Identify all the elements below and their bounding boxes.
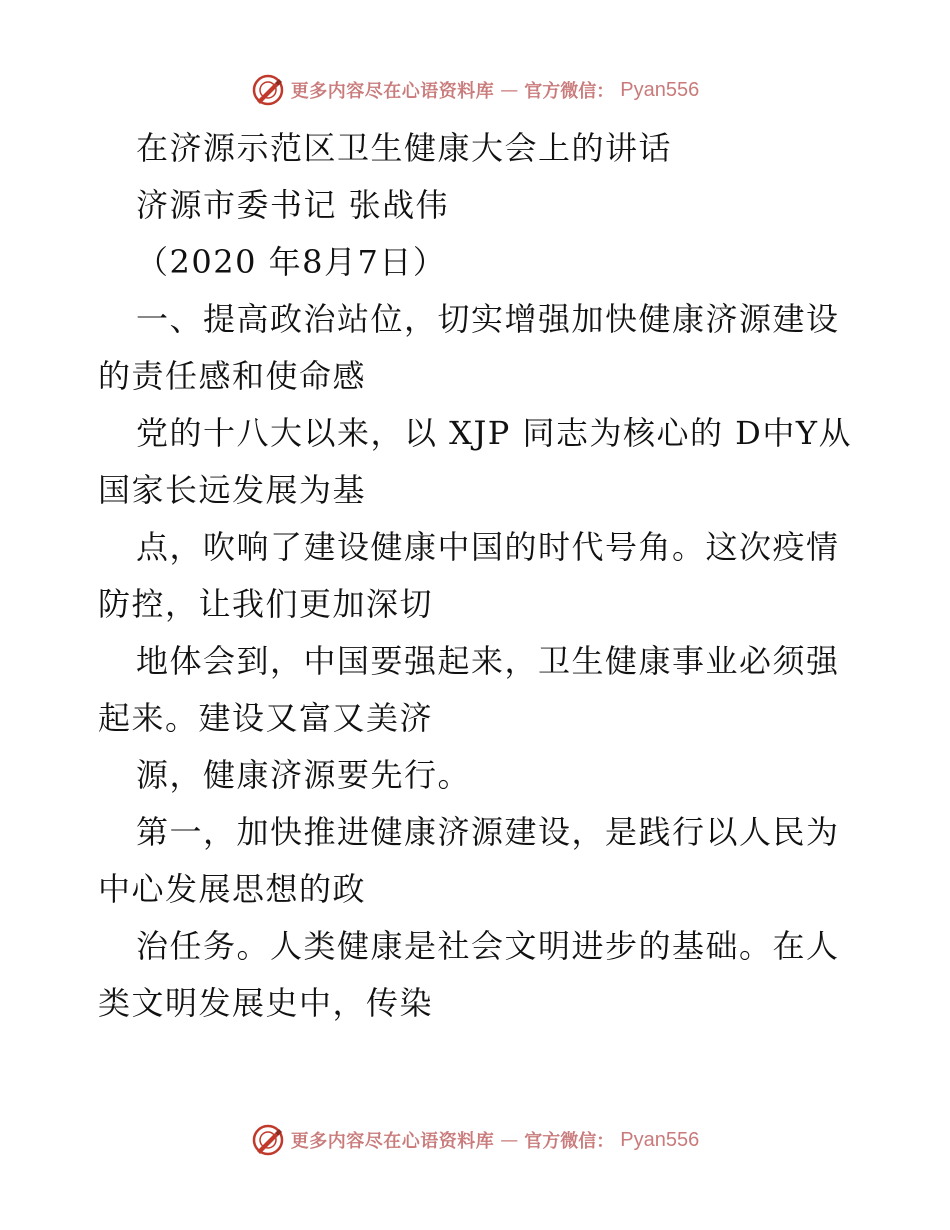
pen-logo-icon	[251, 73, 285, 107]
body-paragraph: 源，健康济源要先行。	[136, 756, 472, 794]
speaker-line: 济源市委书记 张战伟	[136, 186, 450, 224]
pen-logo-icon	[251, 1123, 285, 1157]
section-heading: 一、提高政治站位，切实增强加快健康济源建设的责任感和使命感	[98, 300, 840, 395]
body-paragraph: 治任务。人类健康是社会文明进步的基础。在人类文明发展史中，传染	[98, 927, 840, 1022]
body-paragraph: 地体会到，中国要强起来，卫生健康事业必须强起来。建设又富又美济	[98, 642, 840, 737]
footer-watermark	[0, 1120, 950, 1160]
speech-date: （2020 年8月7日）	[136, 243, 447, 281]
watermark-wechat-label: 官方微信：	[524, 81, 615, 102]
body-paragraph: 党的十八大以来，以 XJP 同志为核心的 D中Y从国家长远发展为基	[98, 414, 852, 509]
watermark-separator: —	[500, 1129, 519, 1151]
document-body	[98, 120, 853, 1032]
watermark-wechat-id: Pyan556	[620, 1128, 700, 1151]
watermark-site-text: 更多内容尽在心语资料库	[290, 81, 495, 102]
watermark-separator: —	[500, 79, 519, 101]
header-watermark	[0, 70, 950, 110]
watermark-wechat-label: 官方微信：	[524, 1131, 615, 1152]
speech-title: 在济源示范区卫生健康大会上的讲话	[136, 129, 673, 167]
watermark-site-text: 更多内容尽在心语资料库	[290, 1131, 495, 1152]
body-paragraph: 第一，加快推进健康济源建设，是践行以人民为中心发展思想的政	[98, 813, 840, 908]
watermark-wechat-id: Pyan556	[620, 78, 700, 101]
body-paragraph: 点，吹响了建设健康中国的时代号角。这次疫情防控，让我们更加深切	[98, 528, 840, 623]
